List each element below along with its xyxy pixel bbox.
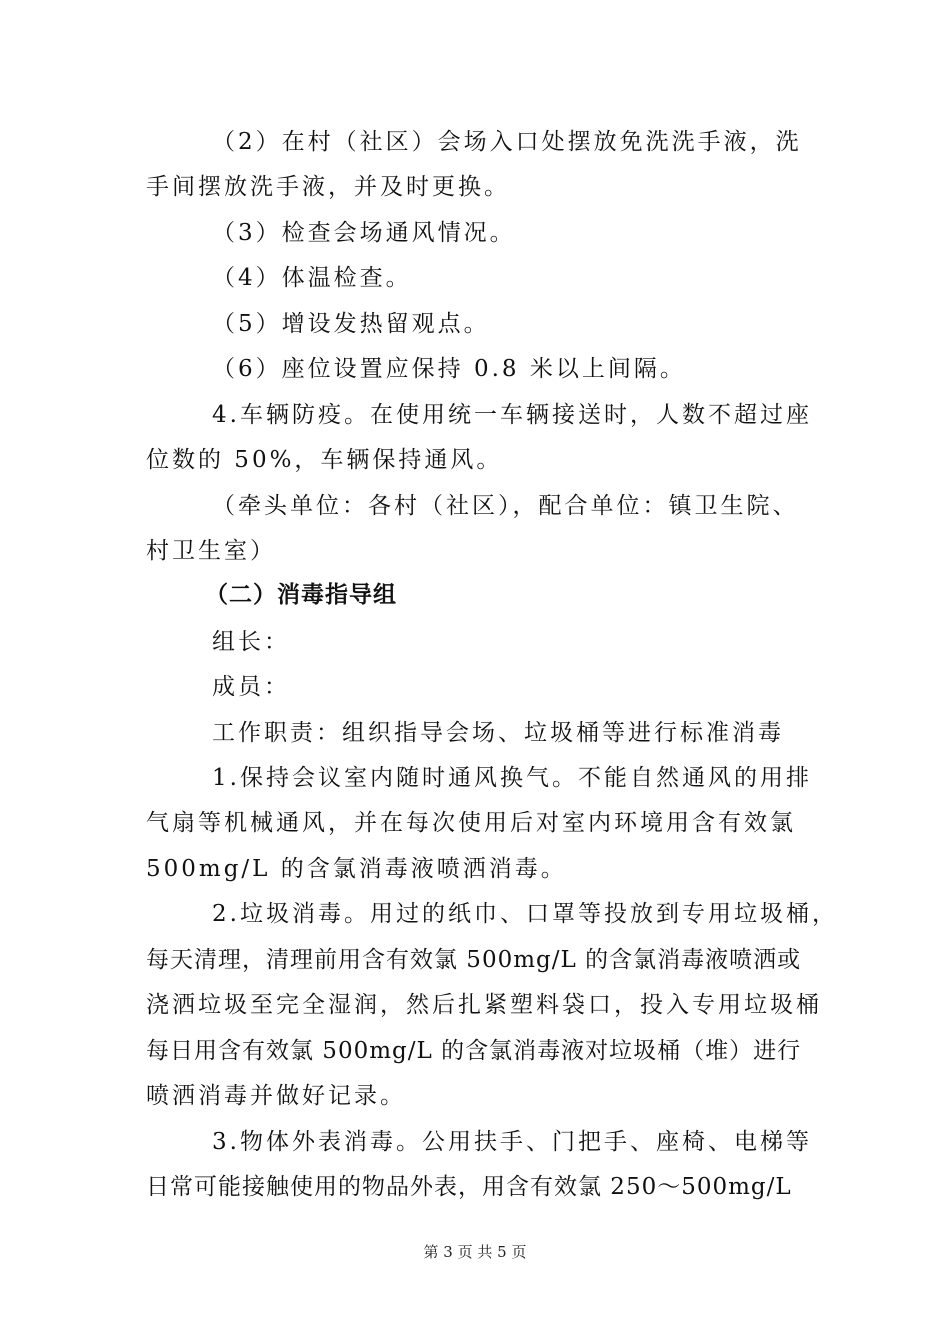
page-number-footer: 第 3 页 共 5 页 bbox=[423, 1243, 527, 1261]
text-line-6: （6）座位设置应保持 0.8 米以上间隔。 bbox=[212, 356, 686, 382]
text-line-18: 2.垃圾消毒。用过的纸巾、口罩等投放到专用垃圾桶， bbox=[212, 901, 838, 927]
text-line-1: （2）在村（社区）会场入口处摆放免洗洗手液，洗 bbox=[212, 129, 802, 155]
text-line-23: 3.物体外表消毒。公用扶手、门把手、座椅、电梯等 bbox=[212, 1129, 812, 1155]
text-line-14: 工作职责：组织指导会场、垃圾桶等进行标准消毒 bbox=[212, 720, 784, 746]
text-line-19: 每天清理，清理前用含有效氯 500mg/L 的含氯消毒液喷洒或 bbox=[146, 947, 802, 973]
text-line-12: 组长： bbox=[212, 629, 290, 655]
text-line-16: 气扇等机械通风，并在每次使用后对室内环境用含有效氯 bbox=[146, 810, 796, 836]
text-line-21: 每日用含有效氯 500mg/L 的含氯消毒液对垃圾桶（堆）进行 bbox=[146, 1038, 802, 1064]
section-heading: （二）消毒指导组 bbox=[205, 582, 397, 608]
text-line-15: 1.保持会议室内随时通风换气。不能自然通风的用排 bbox=[212, 765, 812, 791]
text-line-7: 4.车辆防疫。在使用统一车辆接送时，人数不超过座 bbox=[212, 402, 812, 428]
text-line-2: 手间摆放洗手液，并及时更换。 bbox=[146, 174, 510, 200]
text-line-17: 500mg/L 的含氯消毒液喷洒消毒。 bbox=[146, 856, 567, 882]
text-line-24: 日常可能接触使用的物品外表，用含有效氯 250～500mg/L bbox=[146, 1174, 792, 1200]
text-line-13: 成员： bbox=[212, 674, 290, 700]
text-line-8: 位数的 50%，车辆保持通风。 bbox=[146, 447, 503, 473]
text-line-9: （牵头单位：各村（社区），配合单位：镇卫生院、 bbox=[212, 493, 799, 519]
text-line-3: （3）检查会场通风情况。 bbox=[212, 220, 516, 246]
text-line-22: 喷洒消毒并做好记录。 bbox=[146, 1083, 406, 1109]
text-line-4: （4）体温检查。 bbox=[212, 265, 412, 291]
text-line-5: （5）增设发热留观点。 bbox=[212, 311, 490, 337]
text-line-10: 村卫生室） bbox=[146, 538, 276, 564]
text-line-20: 浇洒垃圾至完全湿润，然后扎紧塑料袋口，投入专用垃圾桶 bbox=[146, 992, 822, 1018]
